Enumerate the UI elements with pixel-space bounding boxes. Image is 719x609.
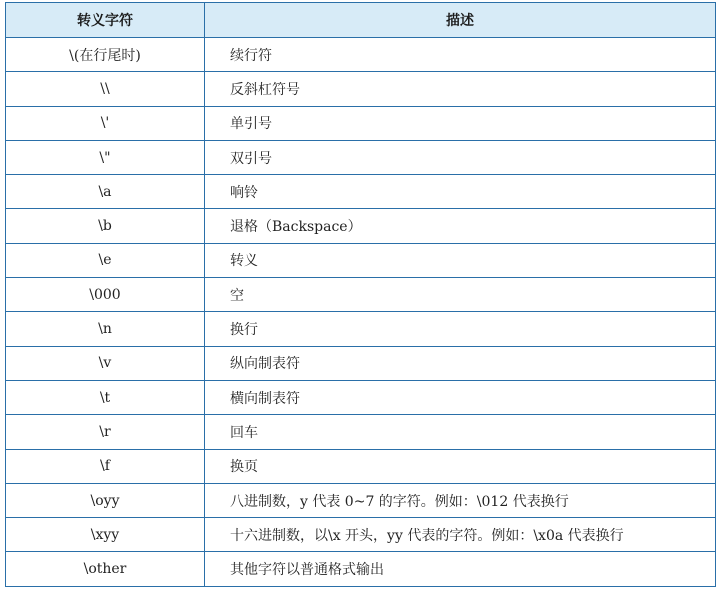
escape-cell: \000 bbox=[6, 278, 205, 312]
description-cell: 双引号 bbox=[205, 140, 716, 174]
escape-character-table bbox=[5, 2, 716, 587]
table-row bbox=[6, 346, 716, 380]
escape-cell: \" bbox=[6, 140, 205, 174]
escape-cell: \a bbox=[6, 175, 205, 209]
table-row bbox=[6, 449, 716, 483]
table-row bbox=[6, 106, 716, 140]
escape-cell: \b bbox=[6, 209, 205, 243]
table-row bbox=[6, 243, 716, 277]
header-description: 描述 bbox=[205, 3, 716, 38]
escape-cell: \r bbox=[6, 415, 205, 449]
escape-cell: \other bbox=[6, 552, 205, 586]
description-cell: 回车 bbox=[205, 415, 716, 449]
table-row bbox=[6, 380, 716, 414]
description-cell: 响铃 bbox=[205, 175, 716, 209]
table-row bbox=[6, 175, 716, 209]
escape-cell: \f bbox=[6, 449, 205, 483]
escape-cell: \t bbox=[6, 380, 205, 414]
description-cell: 反斜杠符号 bbox=[205, 72, 716, 106]
description-cell: 八进制数，y 代表 0~7 的字符。例如：\012 代表换行 bbox=[205, 483, 716, 517]
escape-table-container bbox=[5, 2, 715, 587]
description-cell: 横向制表符 bbox=[205, 380, 716, 414]
description-cell: 空 bbox=[205, 278, 716, 312]
escape-cell: \(在行尾时) bbox=[6, 38, 205, 72]
table-row bbox=[6, 38, 716, 72]
description-cell: 续行符 bbox=[205, 38, 716, 72]
description-cell: 转义 bbox=[205, 243, 716, 277]
table-row bbox=[6, 552, 716, 586]
escape-cell: \v bbox=[6, 346, 205, 380]
table-row bbox=[6, 278, 716, 312]
description-cell: 单引号 bbox=[205, 106, 716, 140]
table-row bbox=[6, 209, 716, 243]
header-escape-character: 转义字符 bbox=[6, 3, 205, 38]
escape-cell: \xyy bbox=[6, 518, 205, 552]
table-row bbox=[6, 72, 716, 106]
escape-cell: \n bbox=[6, 312, 205, 346]
table-row bbox=[6, 415, 716, 449]
table-row bbox=[6, 483, 716, 517]
escape-cell: \' bbox=[6, 106, 205, 140]
table-body bbox=[6, 38, 716, 587]
description-cell: 纵向制表符 bbox=[205, 346, 716, 380]
escape-cell: \oyy bbox=[6, 483, 205, 517]
table-row bbox=[6, 140, 716, 174]
description-cell: 换页 bbox=[205, 449, 716, 483]
description-cell: 换行 bbox=[205, 312, 716, 346]
table-header-row bbox=[6, 3, 716, 38]
escape-cell: \e bbox=[6, 243, 205, 277]
table-row bbox=[6, 518, 716, 552]
description-cell: 其他字符以普通格式输出 bbox=[205, 552, 716, 586]
escape-cell: \\ bbox=[6, 72, 205, 106]
description-cell: 十六进制数，以\x 开头，yy 代表的字符。例如：\x0a 代表换行 bbox=[205, 518, 716, 552]
description-cell: 退格（Backspace） bbox=[205, 209, 716, 243]
table-row bbox=[6, 312, 716, 346]
